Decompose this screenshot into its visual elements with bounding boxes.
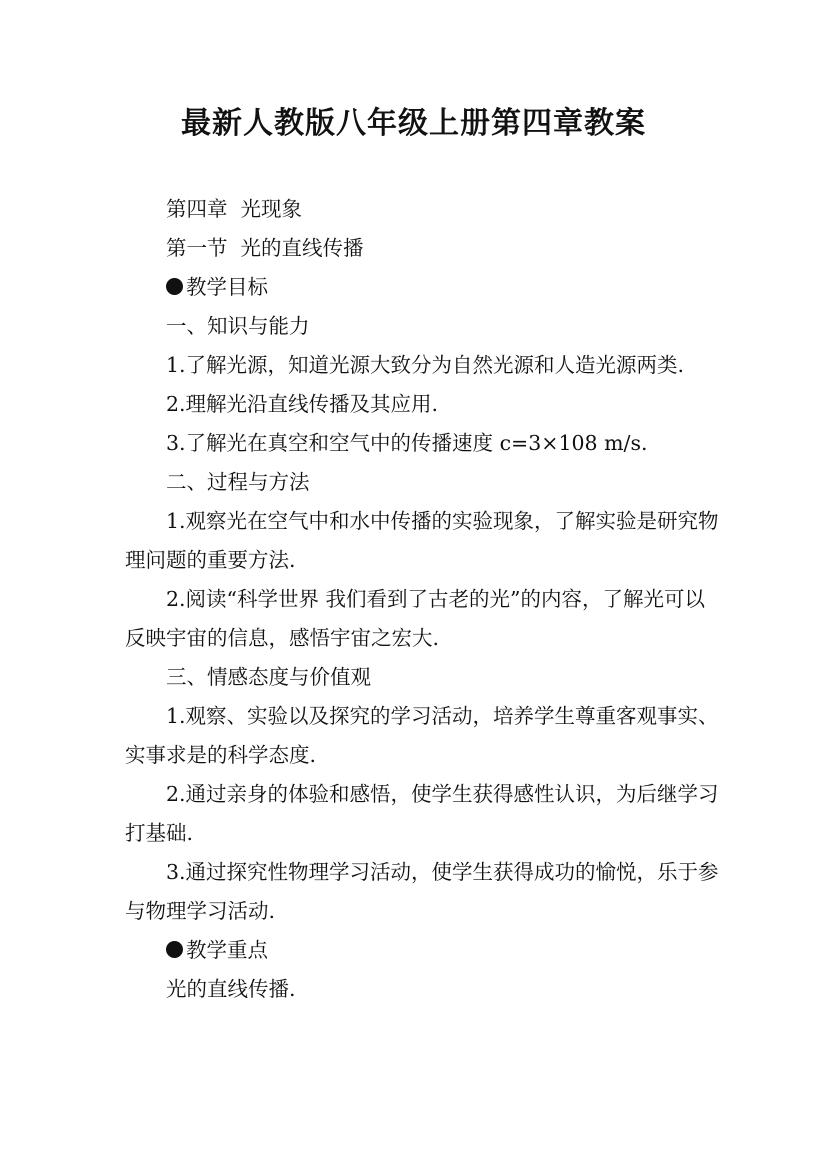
paragraph: 1.观察光在空气中和水中传播的实验现象，了解实验是研究物理问题的重要方法. [125,509,719,572]
paragraph: 2.理解光沿直线传播及其应用. [166,392,439,416]
paragraph: 1.了解光源，知道光源大致分为自然光源和人造光源两类. [166,353,685,377]
part2-heading: 二、过程与方法 [166,470,310,494]
paragraph: 光的直线传播. [166,977,296,1001]
section-heading: 第一节 光的直线传播 [166,236,364,260]
paragraph: 1.观察、实验以及探究的学习活动，培养学生尊重客观事实、实事求是的科学态度. [125,704,719,767]
goals-heading: 教学目标 [186,275,268,299]
bullet-icon [166,278,183,295]
paragraph: 2.通过亲身的体验和感悟，使学生获得感性认识，为后继学习打基础. [125,782,719,845]
part1-heading: 一、知识与能力 [166,314,310,338]
goals-heading-line [125,268,725,307]
bullet-icon [166,941,183,958]
document-body [125,190,725,1009]
part3-heading: 三、情感态度与价值观 [166,665,371,689]
focus-heading-line [125,931,725,970]
paragraph: 3.了解光在真空和空气中的传播速度 c=3×108 m/s. [166,431,648,455]
paragraph: 3.通过探究性物理学习活动，使学生获得成功的愉悦，乐于参与物理学习活动. [125,860,719,923]
focus-heading: 教学重点 [186,938,268,962]
paragraph: 2.阅读“科学世界 我们看到了古老的光”的内容，了解光可以反映宇宙的信息，感悟宇宙之宏大. [125,587,706,650]
document-title: 最新人教版八年级上册第四章教案 [181,106,646,141]
chapter-heading: 第四章 光现象 [166,197,303,221]
